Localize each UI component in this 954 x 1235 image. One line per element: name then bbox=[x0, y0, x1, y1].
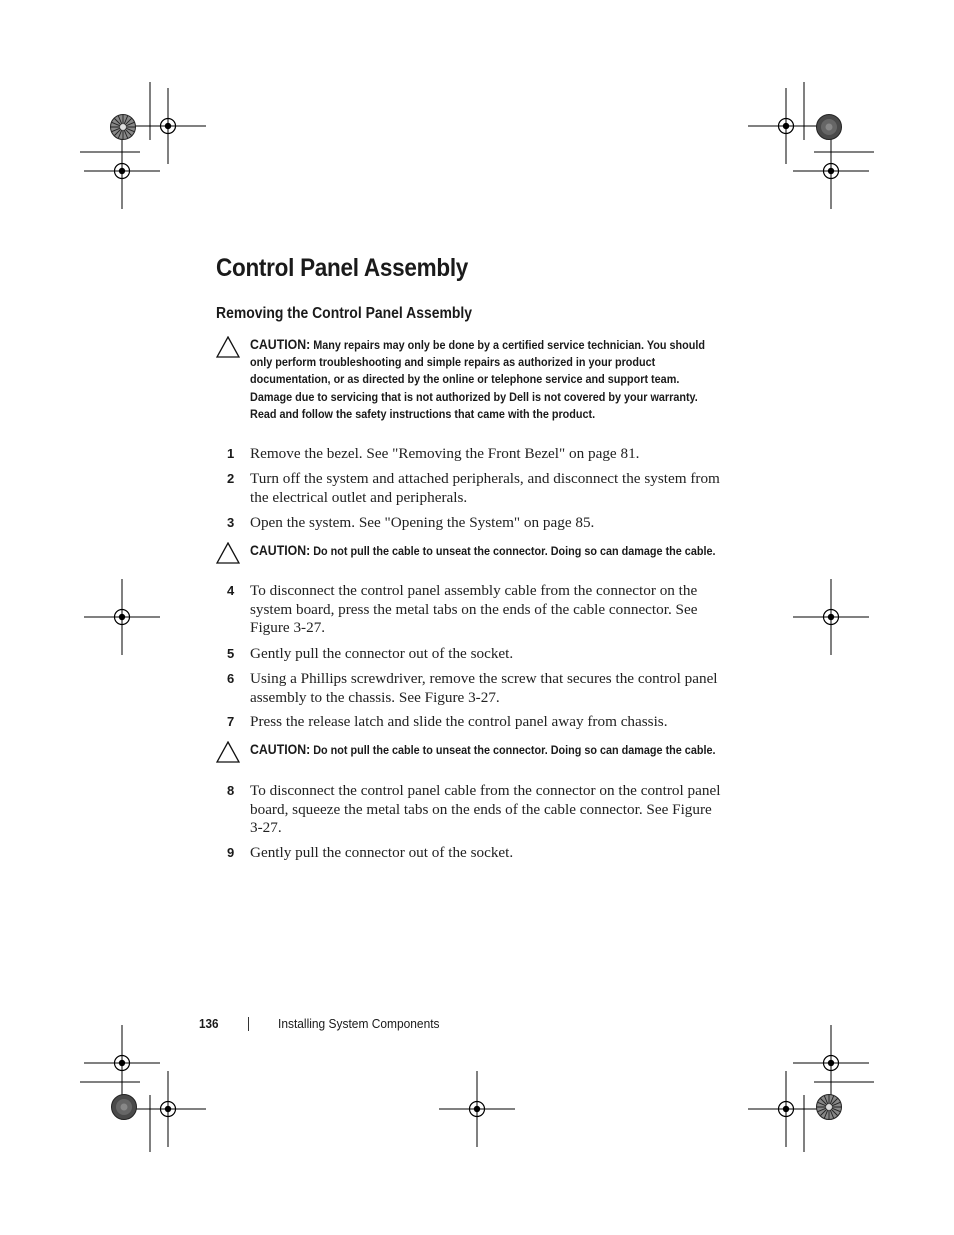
step-text: Gently pull the connector out of the socket. bbox=[250, 645, 514, 662]
caution-label: CAUTION: bbox=[250, 542, 311, 558]
step-number: 2 bbox=[227, 471, 235, 486]
step-text: To disconnect the control panel assembly cable from the connector on the system board, press the metal tabs on the ends of the cable connector. See Figure 3-27. bbox=[250, 582, 698, 637]
step-text: Open the system. See "Opening the System" on page 85. bbox=[250, 514, 595, 531]
section-title: Removing the Control Panel Assembly bbox=[216, 305, 473, 322]
caution-notice bbox=[216, 741, 716, 777]
step-number: 3 bbox=[227, 515, 235, 530]
step-text: Turn off the system and attached peripherals, and disconnect the system from the electrical outlet and peripherals. bbox=[250, 470, 720, 506]
caution-triangle-icon bbox=[216, 741, 240, 763]
step-number: 9 bbox=[227, 845, 235, 860]
caution-label: CAUTION: bbox=[250, 336, 311, 352]
caution-triangle-icon bbox=[216, 336, 240, 358]
step-number: 6 bbox=[227, 671, 235, 686]
caution-label: CAUTION: bbox=[250, 741, 311, 757]
step-number: 5 bbox=[227, 646, 235, 661]
step-number: 1 bbox=[227, 446, 235, 461]
step-number: 8 bbox=[227, 783, 235, 798]
caution-body: Do not pull the cable to unseat the connector. Doing so can damage the cable. bbox=[313, 743, 716, 757]
caution-text bbox=[250, 542, 716, 560]
step-text: Press the release latch and slide the control panel away from chassis. bbox=[250, 713, 668, 730]
step-text: Gently pull the connector out of the socket. bbox=[250, 844, 514, 861]
caution-text bbox=[250, 741, 716, 759]
caution-body: Many repairs may only be done by a certified service technician. You should only perform troubleshooting and simple repairs as authorized in your product documentation, or as directed by the online or telephone service and support team. Damage due to servicing that is not authorized by Dell is not covered by your warranty. Read and follow the safety instructions that came with the product. bbox=[250, 338, 705, 421]
caution-triangle-icon bbox=[216, 542, 240, 564]
footer-divider bbox=[248, 1017, 249, 1031]
step-number: 4 bbox=[227, 583, 235, 598]
caution-notice bbox=[216, 542, 716, 578]
step-number: 7 bbox=[227, 714, 235, 729]
footer-chapter-title: Installing System Components bbox=[278, 1016, 440, 1031]
footer-page-number: 136 bbox=[199, 1016, 219, 1031]
caution-text bbox=[250, 336, 716, 423]
caution-body: Do not pull the cable to unseat the connector. Doing so can damage the cable. bbox=[313, 544, 716, 558]
step-text: Remove the bezel. See "Removing the Front Bezel" on page 81. bbox=[250, 445, 640, 462]
caution-notice bbox=[216, 336, 716, 440]
page-title: Control Panel Assembly bbox=[216, 254, 469, 282]
step-text: Using a Phillips screwdriver, remove the screw that secures the control panel assembly to the chassis. See Figure 3-27. bbox=[250, 670, 718, 706]
step-text: To disconnect the control panel cable from the connector on the control panel board, squeeze the metal tabs on the ends of the cable connector. See Figure 3-27. bbox=[250, 782, 721, 837]
